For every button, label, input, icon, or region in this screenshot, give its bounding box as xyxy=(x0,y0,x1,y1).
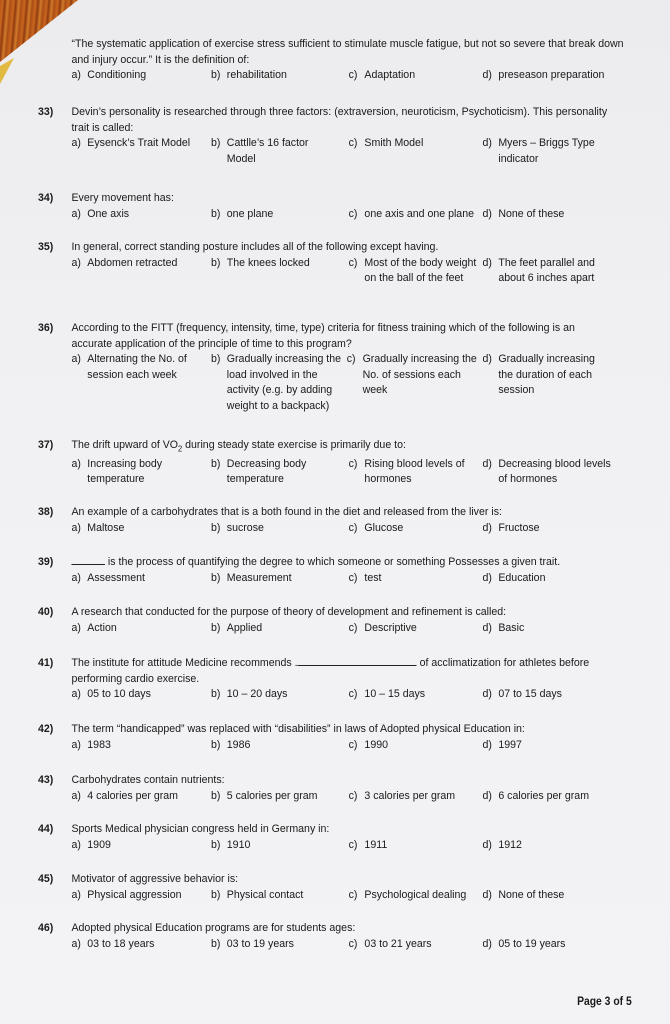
option-c[interactable] xyxy=(349,571,382,587)
question-41 xyxy=(38,656,607,703)
question-44 xyxy=(38,822,607,854)
option-d[interactable] xyxy=(483,68,605,84)
option-a[interactable] xyxy=(71,789,177,805)
answer-blank xyxy=(298,665,417,666)
option-label: c) xyxy=(348,738,358,751)
option-d[interactable] xyxy=(483,571,546,587)
question-32 xyxy=(38,37,624,84)
option-label: b) xyxy=(210,207,221,220)
option-b[interactable] xyxy=(211,738,250,754)
option-label: a) xyxy=(71,738,81,751)
option-text: Rising blood levels of hormones xyxy=(364,457,465,486)
option-label: c) xyxy=(348,256,358,269)
option-label: b) xyxy=(210,571,221,584)
option-label: b) xyxy=(210,688,221,700)
option-label: b) xyxy=(210,888,221,901)
option-label: b) xyxy=(210,256,221,269)
option-text: Most of the body weight on the ball of the feet xyxy=(364,256,477,284)
option-d[interactable] xyxy=(483,937,566,953)
option-a[interactable] xyxy=(71,571,145,587)
option-text: Abdomen retracted xyxy=(87,256,178,269)
options-row xyxy=(71,888,607,904)
question-text: Carbohydrates contain nutrients: xyxy=(71,774,225,786)
option-label: d) xyxy=(482,207,492,220)
options-row xyxy=(71,352,607,416)
question-number: 35) xyxy=(38,241,54,253)
option-a[interactable] xyxy=(71,256,177,272)
option-label: d) xyxy=(482,521,492,534)
option-a[interactable] xyxy=(71,937,154,953)
option-label: d) xyxy=(482,256,492,269)
question-text: “The systematic application of exercise stress sufficient to stimulate muscle fatigue, but not so severe that break down and injury occur.” It is the definition of: xyxy=(71,38,624,66)
options-row xyxy=(71,521,607,537)
option-a[interactable] xyxy=(71,888,181,904)
option-text: 4 calories per gram xyxy=(87,789,178,802)
option-text: 03 to 19 years xyxy=(226,937,294,950)
option-text: Action xyxy=(87,621,117,634)
question-text: An example of a carbohydrates that is a both found in the diet and released from the liver is: xyxy=(71,506,502,518)
option-label: a) xyxy=(71,521,81,534)
option-a[interactable] xyxy=(71,352,203,383)
question-number: 44) xyxy=(38,823,54,835)
question-number: 45) xyxy=(38,873,54,885)
question-text xyxy=(71,656,607,687)
option-text: The knees locked xyxy=(226,256,310,269)
option-b[interactable] xyxy=(211,352,343,414)
option-label: c) xyxy=(348,137,358,149)
option-b[interactable] xyxy=(211,521,264,537)
option-label: a) xyxy=(71,571,81,584)
question-number: 40) xyxy=(38,606,54,618)
option-text: Smith Model xyxy=(364,137,424,149)
option-label: c) xyxy=(348,937,358,950)
option-text: Eysenck’s Trait Model xyxy=(87,137,191,149)
option-b[interactable] xyxy=(211,571,292,587)
question-36 xyxy=(38,321,607,416)
option-label: a) xyxy=(71,353,81,365)
option-b[interactable] xyxy=(211,621,262,637)
question-text: Motivator of aggressive behavior is: xyxy=(71,873,239,885)
option-text: Applied xyxy=(226,621,263,634)
option-b[interactable] xyxy=(211,256,310,272)
option-label: c) xyxy=(348,457,358,470)
option-label: d) xyxy=(482,738,492,751)
option-label: c) xyxy=(348,571,358,584)
option-text: None of these xyxy=(498,888,565,901)
options-row xyxy=(71,571,607,587)
option-d[interactable] xyxy=(483,738,522,754)
option-d[interactable] xyxy=(483,207,565,223)
options-row xyxy=(71,937,607,953)
option-text: test xyxy=(364,571,382,584)
question-33 xyxy=(38,105,607,168)
option-label: c) xyxy=(348,789,358,802)
option-c[interactable] xyxy=(349,888,467,904)
question-number: 37) xyxy=(38,439,54,451)
option-text: rehabilitation xyxy=(226,69,287,81)
option-c[interactable] xyxy=(349,256,484,287)
option-label: a) xyxy=(71,838,81,851)
option-text: 03 to 18 years xyxy=(87,937,155,950)
options-row xyxy=(71,789,607,805)
option-text: 1911 xyxy=(364,838,388,851)
question-text-part: during steady state exercise is primarily due to: xyxy=(182,439,406,451)
question-text xyxy=(71,555,607,571)
options-row xyxy=(71,838,607,854)
option-text: None of these xyxy=(498,207,565,220)
option-d[interactable] xyxy=(483,888,565,904)
question-number: 41) xyxy=(38,657,54,669)
option-text: Adaptation xyxy=(364,69,416,81)
option-text: one plane xyxy=(226,207,274,220)
option-d[interactable] xyxy=(483,621,525,637)
option-d[interactable] xyxy=(483,352,606,399)
question-text: In general, correct standing posture includes all of the following except having. xyxy=(71,241,439,253)
option-text: 10 – 20 days xyxy=(226,688,288,700)
option-label: a) xyxy=(71,457,81,470)
question-number: 43) xyxy=(38,774,54,786)
option-text: 05 to 10 days xyxy=(87,688,151,700)
option-text: one axis and one plane xyxy=(364,207,474,220)
answer-blank xyxy=(71,564,104,565)
option-c[interactable] xyxy=(349,789,455,805)
option-d[interactable] xyxy=(483,838,522,854)
option-c[interactable] xyxy=(349,937,432,953)
option-label: d) xyxy=(482,457,492,470)
question-34 xyxy=(38,191,607,223)
option-c[interactable] xyxy=(349,687,425,703)
option-label: a) xyxy=(71,207,81,220)
option-text: sucrose xyxy=(226,521,264,534)
question-text-part: of acclimatization for athletes before performing cardio exercise. xyxy=(71,657,590,685)
option-a[interactable] xyxy=(71,738,110,754)
question-35 xyxy=(38,240,607,304)
options-row xyxy=(71,621,607,637)
option-text: Alternating the No. of session each week xyxy=(87,353,187,381)
option-text: 05 to 19 years xyxy=(498,937,566,950)
options-row xyxy=(71,457,611,489)
option-label: c) xyxy=(348,207,358,220)
question-text: According to the FITT (frequency, intensity, time, type) criteria for fitness training which of the following is an accurate application of the principle of time to this program? xyxy=(71,322,575,350)
option-label: c) xyxy=(348,688,358,700)
option-label: b) xyxy=(210,621,221,634)
option-b[interactable] xyxy=(211,457,324,488)
option-b[interactable] xyxy=(211,687,287,703)
option-text: 1986 xyxy=(226,738,251,751)
question-45 xyxy=(38,872,607,904)
option-label: b) xyxy=(210,457,221,470)
option-label: c) xyxy=(346,353,356,365)
option-b[interactable] xyxy=(211,68,287,84)
question-text: Devin’s personality is researched through three factors: (extraversion, neuroticism, Psychoticism). This personality trait is called: xyxy=(71,106,608,134)
question-number: 36) xyxy=(38,322,54,334)
option-c[interactable] xyxy=(349,738,388,754)
options-row xyxy=(71,68,607,84)
option-text: Assessment xyxy=(87,571,145,584)
option-label: d) xyxy=(482,888,492,901)
option-text: Basic xyxy=(498,621,525,634)
option-a[interactable] xyxy=(71,838,110,854)
option-text: preseason preparation xyxy=(498,69,605,81)
options-row xyxy=(71,687,607,703)
question-number: 42) xyxy=(38,723,54,735)
option-label: d) xyxy=(482,69,492,81)
question-text-part: The institute for attitude Medicine recommends . xyxy=(71,657,298,669)
option-text: 1990 xyxy=(364,738,388,751)
option-label: d) xyxy=(482,621,492,634)
question-39 xyxy=(38,555,607,587)
options-row xyxy=(71,207,607,223)
option-label: b) xyxy=(210,353,221,365)
question-number: 46) xyxy=(38,922,54,934)
question-43 xyxy=(38,773,607,805)
question-text-part: The drift upward of VO xyxy=(71,439,179,451)
option-c[interactable] xyxy=(349,457,476,488)
option-label: a) xyxy=(71,688,81,700)
option-label: b) xyxy=(210,937,221,950)
option-text: The feet parallel and about 6 inches apart xyxy=(498,256,595,284)
option-c[interactable] xyxy=(349,838,388,854)
option-text: Cattlle’s 16 factor Model xyxy=(226,137,309,165)
option-label: c) xyxy=(348,888,358,901)
option-b[interactable] xyxy=(211,838,250,854)
option-d[interactable] xyxy=(483,256,610,287)
option-a[interactable] xyxy=(71,68,146,84)
option-text: Physical aggression xyxy=(87,888,182,901)
option-c[interactable] xyxy=(349,207,474,223)
option-label: d) xyxy=(482,137,492,149)
option-a[interactable] xyxy=(71,207,129,223)
option-d[interactable] xyxy=(483,789,589,805)
option-c[interactable] xyxy=(349,68,415,84)
subscript: 2 xyxy=(178,444,183,454)
option-text: One axis xyxy=(87,207,130,220)
question-text: A research that conducted for the purpose of theory of development and refinement is called: xyxy=(71,606,507,618)
option-b[interactable] xyxy=(211,937,294,953)
option-label: d) xyxy=(482,688,492,700)
option-text: Psychological dealing xyxy=(364,888,467,901)
option-text: Gradually increasing the No. of sessions each week xyxy=(362,353,477,396)
option-text: Education xyxy=(498,571,546,584)
option-label: c) xyxy=(348,838,358,851)
option-label: b) xyxy=(210,137,221,149)
question-text: Sports Medical physician congress held in Germany in: xyxy=(71,823,330,835)
option-text: 03 to 21 years xyxy=(364,937,432,950)
option-label: b) xyxy=(210,521,221,534)
question-37 xyxy=(38,438,611,489)
option-text: 1983 xyxy=(87,738,111,751)
option-b[interactable] xyxy=(211,136,332,167)
option-d[interactable] xyxy=(483,687,562,703)
option-text: 1909 xyxy=(87,838,111,851)
question-text: The term “handicapped” was replaced with “disabilities” in laws of Adopted physical Education in: xyxy=(71,723,525,735)
option-text: Maltose xyxy=(87,521,125,534)
option-text: 10 – 15 days xyxy=(364,688,426,700)
options-row xyxy=(71,738,607,754)
question-42 xyxy=(38,722,607,754)
option-text: Descriptive xyxy=(364,621,417,634)
option-text: 1997 xyxy=(498,738,522,751)
option-text: Conditioning xyxy=(87,69,147,81)
question-text: Every movement has: xyxy=(71,192,174,204)
option-label: d) xyxy=(482,838,492,851)
question-text: Adopted physical Education programs are for students ages: xyxy=(71,922,356,934)
option-d[interactable] xyxy=(483,136,613,167)
option-label: a) xyxy=(71,789,81,802)
option-text: Decreasing blood levels of hormones xyxy=(498,457,611,486)
question-46 xyxy=(38,921,607,953)
option-text: Fructose xyxy=(498,521,540,534)
option-label: c) xyxy=(348,621,358,634)
option-label: d) xyxy=(482,937,492,950)
option-text: Glucose xyxy=(364,521,404,534)
option-a[interactable] xyxy=(71,621,116,637)
option-c[interactable] xyxy=(349,521,404,537)
question-text xyxy=(71,438,607,457)
question-number: 33) xyxy=(38,106,54,118)
question-number: 34) xyxy=(38,192,54,204)
option-label: b) xyxy=(210,738,221,751)
option-text: Physical contact xyxy=(226,888,304,901)
option-label: d) xyxy=(482,353,492,365)
option-label: c) xyxy=(348,69,358,81)
option-text: Myers – Briggs Type indicator xyxy=(498,137,595,165)
option-a[interactable] xyxy=(71,521,124,537)
option-a[interactable] xyxy=(71,457,184,488)
option-label: a) xyxy=(71,137,81,149)
option-text: Gradually increasing the load involved in the activity (e.g. by adding weight to a backpack) xyxy=(226,353,342,412)
option-text: Increasing body temperature xyxy=(87,457,163,486)
option-text: 1910 xyxy=(226,838,251,851)
option-a[interactable] xyxy=(71,136,190,152)
option-c[interactable] xyxy=(349,621,417,637)
question-number: 38) xyxy=(38,506,54,518)
option-label: c) xyxy=(348,521,358,534)
option-text: 6 calories per gram xyxy=(498,789,590,802)
page-number: Page 3 of 5 xyxy=(577,996,632,1008)
option-text: Decreasing body temperature xyxy=(226,457,307,486)
option-label: b) xyxy=(210,69,221,81)
option-text: 3 calories per gram xyxy=(364,789,456,802)
option-b[interactable] xyxy=(211,888,303,904)
option-label: d) xyxy=(482,789,492,802)
option-label: d) xyxy=(482,571,492,584)
question-number: 39) xyxy=(38,556,54,568)
option-label: b) xyxy=(210,838,221,851)
option-text: 07 to 15 days xyxy=(498,688,562,700)
option-d[interactable] xyxy=(483,521,540,537)
option-label: a) xyxy=(71,621,81,634)
option-text: Measurement xyxy=(226,571,292,584)
option-c[interactable] xyxy=(349,136,424,152)
option-label: a) xyxy=(71,888,81,901)
options-row xyxy=(71,136,607,168)
option-c[interactable] xyxy=(347,352,484,399)
option-text: 5 calories per gram xyxy=(226,789,318,802)
option-label: b) xyxy=(210,789,221,802)
options-row xyxy=(71,256,607,304)
question-38 xyxy=(38,505,607,537)
option-text: Gradually increasing the duration of each session xyxy=(498,353,595,396)
option-label: a) xyxy=(71,937,81,950)
option-a[interactable] xyxy=(71,687,150,703)
option-label: a) xyxy=(71,256,81,269)
question-text-part: is the process of quantifying the degree to which someone or something Possesses a given trait. xyxy=(107,556,561,568)
option-label: a) xyxy=(71,69,81,81)
option-b[interactable] xyxy=(211,207,273,223)
option-b[interactable] xyxy=(211,789,317,805)
option-text: 1912 xyxy=(498,838,522,851)
question-40 xyxy=(38,605,607,637)
option-d[interactable] xyxy=(483,457,620,488)
